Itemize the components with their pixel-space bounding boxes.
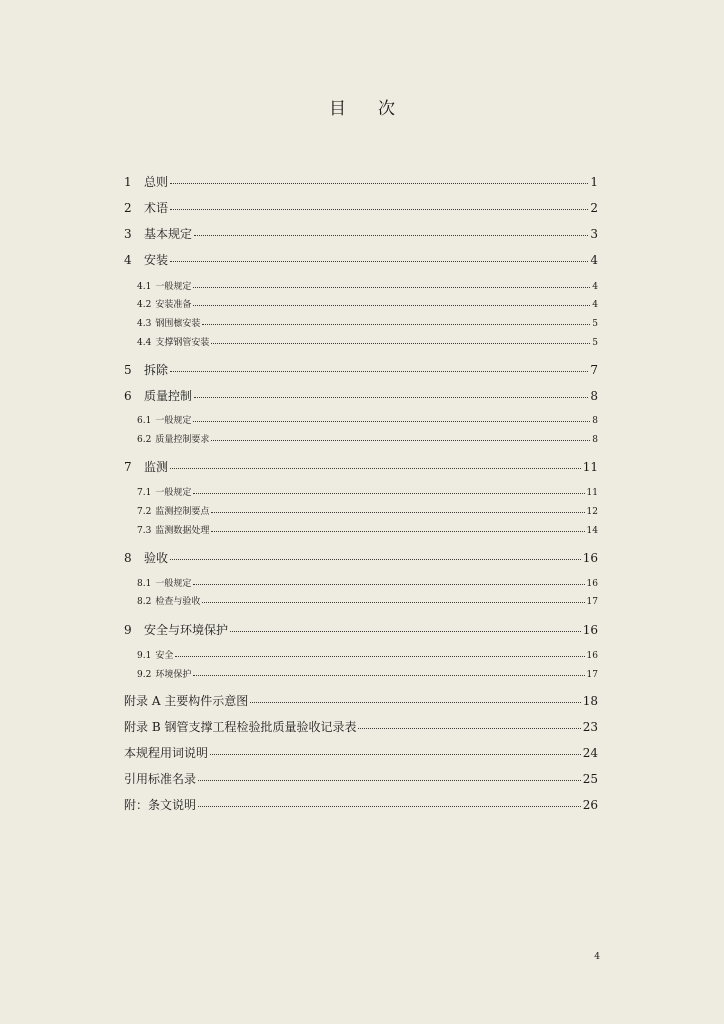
toc-entry-label: 一般规定 [155, 488, 192, 498]
toc-entry[interactable] [124, 251, 598, 268]
toc-entry[interactable] [137, 504, 598, 517]
toc-leader-dots [198, 806, 581, 807]
toc-entry[interactable] [124, 361, 598, 378]
toc-leader-dots [230, 631, 581, 632]
toc-entry[interactable] [137, 576, 598, 589]
toc-entry[interactable] [137, 485, 598, 498]
toc-entry-page: 16 [582, 551, 598, 565]
toc-leader-dots [202, 324, 590, 325]
toc-leader-dots [211, 531, 584, 532]
toc-entry-label: 一般规定 [155, 579, 192, 589]
toc-entry-page: 17 [586, 597, 598, 607]
toc-entry-number: 3 [124, 227, 132, 241]
toc-leader-dots [194, 397, 588, 398]
toc-entry-page: 5 [592, 319, 598, 329]
toc-leader-dots [198, 780, 581, 781]
toc-leader-dots [170, 371, 588, 372]
toc-leader-dots [193, 584, 584, 585]
toc-entry-number: 4.1 [137, 282, 152, 292]
toc-entry[interactable] [137, 432, 598, 445]
toc-entry-page: 16 [586, 651, 598, 661]
toc-entry[interactable] [124, 199, 598, 216]
toc-leader-dots [193, 493, 584, 494]
toc-entry-page: 1 [590, 175, 598, 189]
toc-entry[interactable] [137, 648, 598, 661]
toc-entry-label: 安全与环境保护 [144, 623, 229, 637]
toc-entry-page: 14 [586, 526, 598, 536]
toc-entry-label: 附录 A 主要构件示意图 [124, 694, 249, 708]
toc-entry-label: 附录 B 钢管支撑工程检验批质量验收记录表 [124, 720, 357, 734]
toc-leader-dots [170, 261, 588, 262]
toc-entry-page: 5 [592, 338, 598, 348]
toc-entry[interactable] [124, 692, 598, 709]
toc-leader-dots [193, 675, 584, 676]
toc-entry-label: 附：条文说明 [124, 798, 197, 812]
toc-entry[interactable] [124, 549, 598, 566]
page-title-char-1: 目 [329, 99, 346, 119]
toc-leader-dots [211, 343, 590, 344]
toc-entry[interactable] [124, 387, 598, 404]
toc-entry-page: 25 [582, 772, 598, 786]
toc-entry-label: 基本规定 [144, 227, 193, 241]
toc-entry[interactable] [124, 458, 598, 475]
toc-leader-dots [210, 754, 581, 755]
toc-entry[interactable] [137, 523, 598, 536]
toc-entry-number: 7.2 [137, 507, 152, 517]
toc-entry-number: 4 [124, 253, 132, 267]
toc-entry-page: 16 [586, 579, 598, 589]
toc-entry-number: 4.2 [137, 300, 152, 310]
toc-entry-number: 2 [124, 201, 132, 215]
toc-entry-label: 安全 [155, 651, 174, 661]
toc-entry-number: 9.2 [137, 670, 152, 680]
toc-entry-page: 2 [590, 201, 598, 215]
toc-entry-page: 24 [582, 746, 598, 760]
toc-entry-page: 8 [590, 389, 598, 403]
toc-entry[interactable] [124, 770, 598, 787]
toc-entry[interactable] [124, 744, 598, 761]
toc-entry-label: 监测数据处理 [155, 526, 210, 536]
toc-entry-number: 5 [124, 363, 132, 377]
toc-entry-label: 质量控制 [144, 389, 193, 403]
toc-leader-dots [170, 559, 581, 560]
toc-leader-dots [193, 305, 590, 306]
toc-entry-label: 钢围檩安装 [155, 319, 201, 329]
toc-entry-number: 4.3 [137, 319, 152, 329]
toc-entry-number: 4.4 [137, 338, 152, 348]
toc-entry-number: 6.1 [137, 416, 152, 426]
toc-entry[interactable] [137, 413, 598, 426]
toc-entry-page: 11 [586, 488, 598, 498]
toc-leader-dots [211, 440, 590, 441]
toc-entry-label: 监测 [144, 460, 169, 474]
toc-entry-number: 7.1 [137, 488, 152, 498]
toc-leader-dots [250, 702, 580, 703]
toc-entry-number: 1 [124, 175, 132, 189]
toc-leader-dots [211, 512, 584, 513]
toc-entry-page: 16 [582, 623, 598, 637]
toc-entry-number: 8.1 [137, 579, 152, 589]
toc-entry[interactable] [137, 594, 598, 607]
toc-entry-number: 8.2 [137, 597, 152, 607]
toc-leader-dots [175, 656, 584, 657]
toc-entry-label: 引用标准名录 [124, 772, 197, 786]
toc-entry[interactable] [137, 279, 598, 292]
toc-entry-page: 11 [582, 460, 598, 474]
toc-entry[interactable] [137, 335, 598, 348]
toc-entry-label: 质量控制要求 [155, 435, 210, 445]
toc-entry-label: 安装 [144, 253, 169, 267]
toc-entry-label: 监测控制要点 [155, 507, 210, 517]
toc-entry-label: 支撑钢管安装 [155, 338, 210, 348]
toc-leader-dots [170, 209, 588, 210]
toc-entry-page: 4 [592, 282, 598, 292]
toc-entry-label: 检查与验收 [155, 597, 201, 607]
toc-entry-page: 7 [590, 363, 598, 377]
toc-entry-label: 本规程用词说明 [124, 746, 209, 760]
toc-entry[interactable] [124, 621, 598, 638]
toc-entry[interactable] [137, 316, 598, 329]
footer-page-number: 4 [594, 952, 600, 962]
toc-entry-number: 9.1 [137, 651, 152, 661]
toc-leader-dots [170, 468, 581, 469]
toc-leader-dots [193, 421, 590, 422]
toc-entry-page: 12 [586, 507, 598, 517]
toc-entry-label: 术语 [144, 201, 169, 215]
toc-entry-label: 验收 [144, 551, 169, 565]
toc-entry[interactable] [124, 796, 598, 813]
toc-entry-label: 安装准备 [155, 300, 192, 310]
toc-entry-page: 8 [592, 435, 598, 445]
toc-entry-page: 18 [582, 694, 598, 708]
toc-entry-page: 8 [592, 416, 598, 426]
toc-entry-label: 总则 [144, 175, 169, 189]
page-title-char-2: 次 [378, 99, 395, 119]
toc-entry-number: 7.3 [137, 526, 152, 536]
toc-entry-number: 7 [124, 460, 132, 474]
toc-leader-dots [194, 235, 588, 236]
toc-leader-dots [193, 287, 590, 288]
toc-leader-dots [358, 728, 580, 729]
toc-entry[interactable] [124, 173, 598, 190]
toc-entry-number: 9 [124, 623, 132, 637]
toc-entry-label: 一般规定 [155, 416, 192, 426]
toc-entry-page: 4 [592, 300, 598, 310]
toc-entry-label: 一般规定 [155, 282, 192, 292]
toc-entry-page: 17 [586, 670, 598, 680]
toc-entry[interactable] [124, 718, 598, 735]
toc-entry[interactable] [124, 225, 598, 242]
toc-leader-dots [170, 183, 588, 184]
toc-entry-page: 26 [582, 798, 598, 812]
toc-entry-label: 环境保护 [155, 670, 192, 680]
toc-entry[interactable] [137, 297, 598, 310]
toc-entry[interactable] [137, 667, 598, 680]
toc-entry-page: 4 [590, 253, 598, 267]
toc-entry-page: 23 [582, 720, 598, 734]
toc-entry-label: 拆除 [144, 363, 169, 377]
toc-leader-dots [202, 602, 584, 603]
toc-entry-number: 6 [124, 389, 132, 403]
toc-entry-number: 8 [124, 551, 132, 565]
toc-entry-number: 6.2 [137, 435, 152, 445]
toc-entry-page: 3 [590, 227, 598, 241]
